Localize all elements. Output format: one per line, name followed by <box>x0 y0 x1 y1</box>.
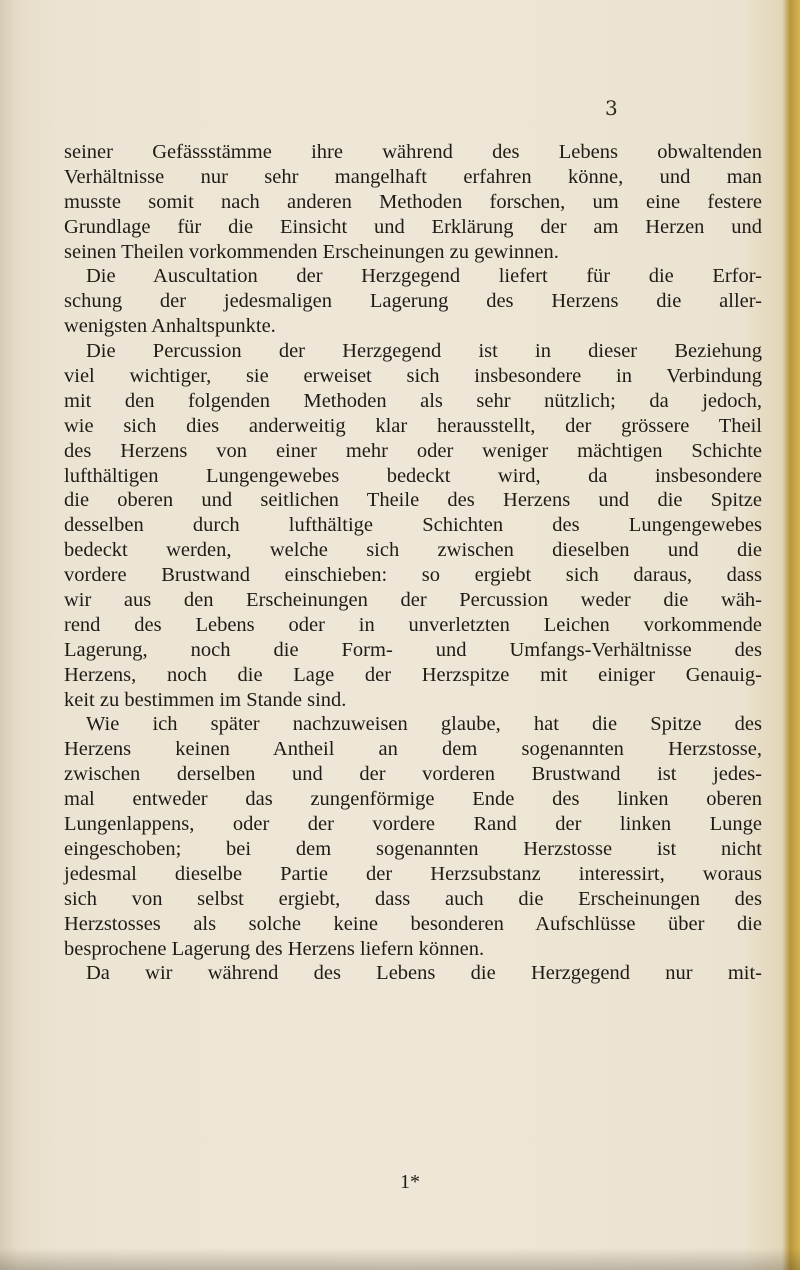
text-line: musste somit nach anderen Methoden forschen, um eine festere <box>64 190 762 213</box>
text-line: wir aus den Erscheinungen der Percussion weder die wäh- <box>64 589 762 612</box>
text-line: keit zu bestimmen im Stande sind. <box>64 688 347 711</box>
text-line: Die Percussion der Herzgegend ist in dieser Beziehung <box>86 340 762 363</box>
text-line: bedeckt werden, welche sich zwischen dieselben und die <box>64 539 762 562</box>
page-bottom-edge <box>0 1248 800 1270</box>
signature-mark: 1* <box>400 1171 420 1193</box>
text-line: Wie ich später nachzuweisen glaube, hat die Spitze des <box>86 713 762 736</box>
text-line: lufthältigen Lungengewebes bedeckt wird, da insbesondere <box>64 464 762 487</box>
text-line: Da wir während des Lebens die Herzgegend nur mit- <box>86 962 762 985</box>
text-line: die oberen und seitlichen Theile des Herzens und die Spitze <box>64 489 762 512</box>
text-line: Lungenlappens, oder der vordere Rand der linken Lunge <box>64 813 762 836</box>
text-line: mal entweder das zungenförmige Ende des linken oberen <box>64 788 762 811</box>
text-line: mit den folgenden Methoden als sehr nützlich; da jedoch, <box>64 389 762 412</box>
text-line: wenigsten Anhaltspunkte. <box>64 315 276 338</box>
body-text <box>64 140 762 986</box>
page-number: 3 <box>605 96 618 120</box>
text-line: Herzens keinen Antheil an dem sogenannten Herzstosse, <box>64 738 762 761</box>
text-line: sich von selbst ergiebt, dass auch die Erscheinungen des <box>64 887 762 910</box>
text-line: Herzens, noch die Lage der Herzspitze mit einiger Genauig- <box>64 663 762 686</box>
text-line: Herzstosses als solche keine besonderen Aufschlüsse über die <box>64 912 762 935</box>
text-line: vordere Brustwand einschieben: so ergiebt sich daraus, dass <box>64 564 762 587</box>
text-line: rend des Lebens oder in unverletzten Leichen vorkommende <box>64 613 762 636</box>
text-line: Lagerung, noch die Form- und Umfangs-Verhältnisse des <box>64 638 762 661</box>
text-line: zwischen derselben und der vorderen Brustwand ist jedes- <box>64 763 762 786</box>
text-line: wie sich dies anderweitig klar herausstellt, der grössere Theil <box>64 414 762 437</box>
text-line: desselben durch lufthältige Schichten des Lungengewebes <box>64 514 762 537</box>
text-line: jedesmal dieselbe Partie der Herzsubstanz interessirt, woraus <box>64 862 762 885</box>
text-line: schung der jedesmaligen Lagerung des Herzens die aller- <box>64 290 762 313</box>
text-line: besprochene Lagerung des Herzens liefern können. <box>64 937 485 960</box>
text-line: eingeschoben; bei dem sogenannten Herzstosse ist nicht <box>64 837 762 860</box>
text-line: seinen Theilen vorkommenden Erscheinungen zu gewinnen. <box>64 240 559 263</box>
text-line: Die Auscultation der Herzgegend liefert für die Erfor- <box>86 265 762 288</box>
text-line: seiner Gefässstämme ihre während des Lebens obwaltenden <box>64 141 762 163</box>
text-line: des Herzens von einer mehr oder weniger mächtigen Schichte <box>64 439 762 462</box>
text-line: Verhältnisse nur sehr mangelhaft erfahren könne, und man <box>64 165 762 188</box>
text-line: Grundlage für die Einsicht und Erklärung der am Herzen und <box>64 215 762 238</box>
text-line: viel wichtiger, sie erweiset sich insbesondere in Verbindung <box>64 365 762 388</box>
